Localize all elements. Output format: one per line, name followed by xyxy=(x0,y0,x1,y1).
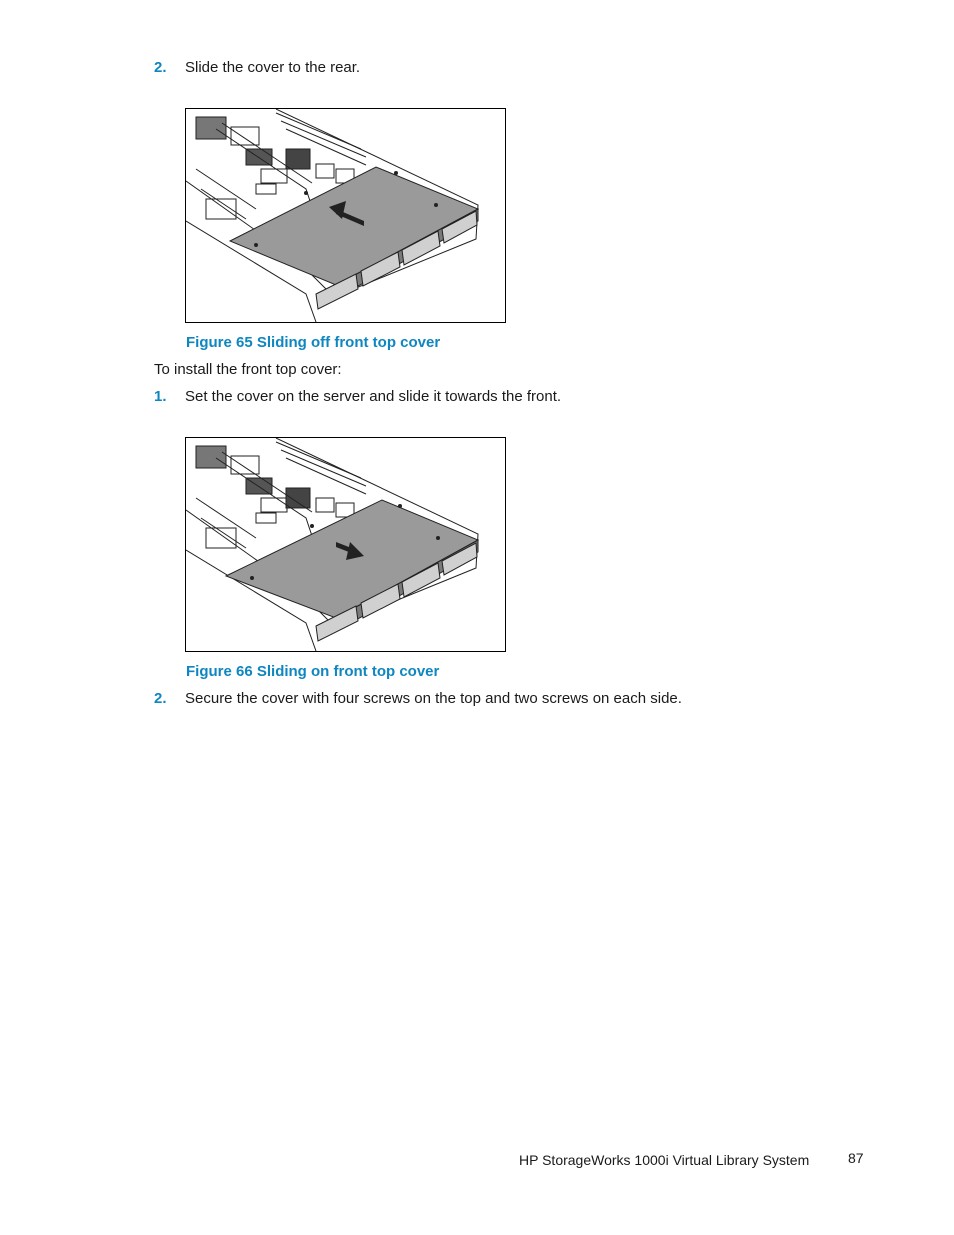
figure-65-caption: Figure 65 Sliding off front top cover xyxy=(186,334,441,351)
server-cover-removal-drawing xyxy=(186,109,505,322)
step-number: 1. xyxy=(154,388,167,405)
figure-65-illustration xyxy=(185,108,506,323)
step-number: 2. xyxy=(154,690,167,707)
step-text: Secure the cover with four screws on the top and two screws on each side. xyxy=(185,690,682,707)
install-intro: To install the front top cover: xyxy=(154,361,342,378)
step-number: 2. xyxy=(154,59,167,76)
page-number: 87 xyxy=(848,1150,864,1166)
figure-66-illustration xyxy=(185,437,506,652)
server-cover-install-drawing xyxy=(186,438,505,651)
figure-66-caption: Figure 66 Sliding on front top cover xyxy=(186,663,440,680)
step-text: Slide the cover to the rear. xyxy=(185,59,361,76)
footer-title: HP StorageWorks 1000i Virtual Library System xyxy=(519,1152,810,1168)
step-text: Set the cover on the server and slide it towards the front. xyxy=(185,388,562,405)
